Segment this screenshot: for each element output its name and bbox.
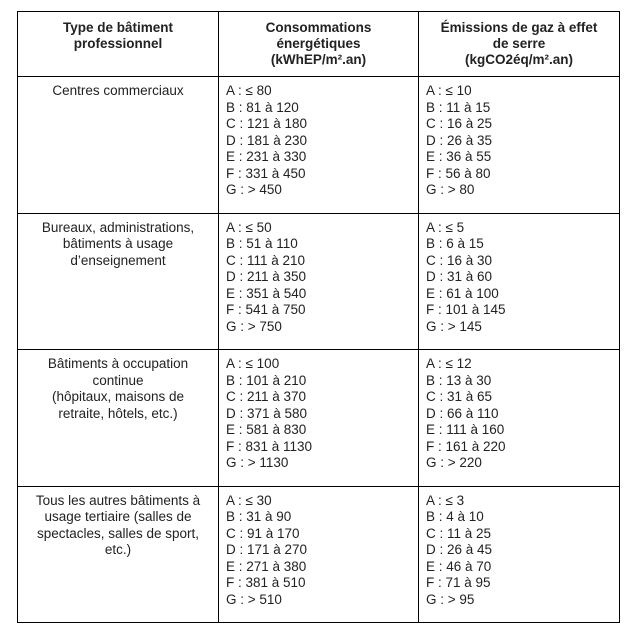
energy-class: C : 91 à 170: [226, 525, 300, 541]
ges-class: D : 31 à 60: [426, 269, 493, 284]
header-text: Consommations: [265, 20, 372, 35]
energy-class: A : ≤ 50: [226, 219, 272, 235]
energy-class: F : 381 à 510: [226, 575, 306, 590]
ges-class: B : 4 à 10: [426, 509, 484, 524]
table-row: [18, 350, 620, 487]
header-text: énergétiques: [276, 36, 361, 51]
building-type-text: spectacles, salles de sport,: [36, 525, 200, 541]
energy-class: F : 831 à 1130: [226, 438, 313, 454]
building-type-text: Centres commerciaux: [52, 83, 184, 98]
ges-class: G : > 80: [426, 182, 475, 197]
energy-class: A : ≤ 80: [226, 83, 272, 98]
building-type-text: Bureaux, administrations,: [41, 219, 195, 235]
energy-class: B : 51 à 110: [226, 236, 298, 251]
energy-class: D : 171 à 270: [226, 542, 308, 557]
energy-class: E : 581 à 830: [226, 422, 307, 437]
ges-class: F : 161 à 220: [426, 438, 506, 454]
energy-classes-cell: [219, 77, 419, 214]
energy-class: A : ≤ 30: [226, 492, 272, 508]
energy-class: G : > 450: [226, 182, 282, 197]
ges-classes-cell: [419, 350, 620, 487]
ges-class: A : ≤ 3: [426, 492, 465, 508]
energy-classes-cell: [219, 350, 419, 487]
ges-class: F : 101 à 145: [426, 302, 506, 317]
building-type-text: retraite, hôtels, etc.): [58, 405, 178, 421]
energy-class: F : 331 à 450: [226, 165, 306, 181]
ges-class: E : 61 à 100: [426, 285, 499, 301]
energy-classes-cell: [219, 486, 419, 623]
header-ges: [419, 12, 620, 77]
building-type-cell: [18, 350, 219, 487]
ges-class: C : 11 à 25: [426, 525, 492, 541]
ges-class: C : 16 à 30: [426, 252, 493, 268]
energy-class: A : ≤ 100: [226, 356, 280, 371]
energy-class: G : > 1130: [226, 455, 289, 470]
building-type-cell: [18, 77, 219, 214]
header-text: professionnel: [73, 36, 163, 51]
energy-class: E : 351 à 540: [226, 285, 307, 301]
energy-class: B : 81 à 120: [226, 99, 299, 115]
energy-classes-cell: [219, 213, 419, 350]
ges-classes-cell: [419, 486, 620, 623]
ges-class: E : 36 à 55: [426, 149, 492, 164]
header-energy: [219, 12, 419, 77]
ges-class: A : ≤ 12: [426, 356, 472, 371]
building-type-text: continue: [92, 372, 144, 388]
building-type-cell: [18, 486, 219, 623]
energy-class: G : > 510: [226, 591, 282, 607]
energy-class: E : 271 à 380: [226, 558, 307, 574]
energy-class: G : > 750: [226, 318, 282, 334]
table-row: [18, 486, 620, 623]
ges-class: G : > 95: [426, 591, 475, 607]
table-row: [18, 213, 620, 350]
ges-class: F : 71 à 95: [426, 575, 491, 590]
header-text: de serre: [492, 36, 546, 51]
header-row: [18, 12, 620, 77]
ges-class: B : 13 à 30: [426, 372, 492, 388]
ges-class: G : > 145: [426, 318, 482, 334]
ges-class: B : 6 à 15: [426, 236, 484, 251]
header-type: [18, 12, 219, 77]
energy-class: C : 211 à 370: [226, 389, 307, 404]
building-type-cell: [18, 213, 219, 350]
building-type-text: d’enseignement: [70, 252, 166, 268]
ges-class: B : 11 à 15: [426, 99, 491, 115]
ges-class: D : 66 à 110: [426, 405, 499, 421]
building-type-text: etc.): [104, 542, 132, 557]
table-row: [18, 77, 620, 214]
ges-class: C : 16 à 25: [426, 116, 493, 131]
energy-classes-table: [17, 11, 620, 623]
energy-class: B : 31 à 90: [226, 509, 292, 524]
building-type-text: Bâtiments à occupation: [47, 356, 189, 371]
ges-class: G : > 220: [426, 455, 482, 470]
header-text: Émissions de gaz à effet: [440, 20, 598, 35]
header-text: Type de bâtiment: [62, 20, 174, 35]
building-type-text: bâtiments à usage: [62, 236, 174, 251]
ges-classes-cell: [419, 213, 620, 350]
building-type-text: (hôpitaux, maisons de: [51, 389, 185, 404]
energy-class: C : 121 à 180: [226, 116, 308, 131]
energy-class: C : 111 à 210: [226, 252, 306, 268]
energy-class: E : 231 à 330: [226, 149, 307, 164]
ges-class: C : 31 à 65: [426, 389, 493, 404]
ges-class: E : 111 à 160: [426, 422, 505, 437]
ges-classes-cell: [419, 77, 620, 214]
energy-class: B : 101 à 210: [226, 372, 307, 388]
building-type-text: usage tertiaire (salles de: [44, 509, 192, 524]
ges-class: D : 26 à 35: [426, 132, 493, 148]
energy-class: D : 181 à 230: [226, 132, 308, 148]
ges-class: D : 26 à 45: [426, 542, 493, 557]
energy-class: F : 541 à 750: [226, 302, 306, 317]
ges-class: E : 46 à 70: [426, 558, 492, 574]
ges-class: F : 56 à 80: [426, 165, 491, 181]
energy-class: D : 211 à 350: [226, 269, 307, 284]
ges-class: A : ≤ 5: [426, 219, 465, 235]
building-type-text: Tous les autres bâtiments à: [35, 492, 201, 508]
energy-class: D : 371 à 580: [226, 405, 308, 421]
header-text: (kgCO2éq/m².an): [464, 52, 573, 67]
ges-class: A : ≤ 10: [426, 83, 472, 98]
header-text: (kWhEP/m².an): [270, 52, 367, 67]
